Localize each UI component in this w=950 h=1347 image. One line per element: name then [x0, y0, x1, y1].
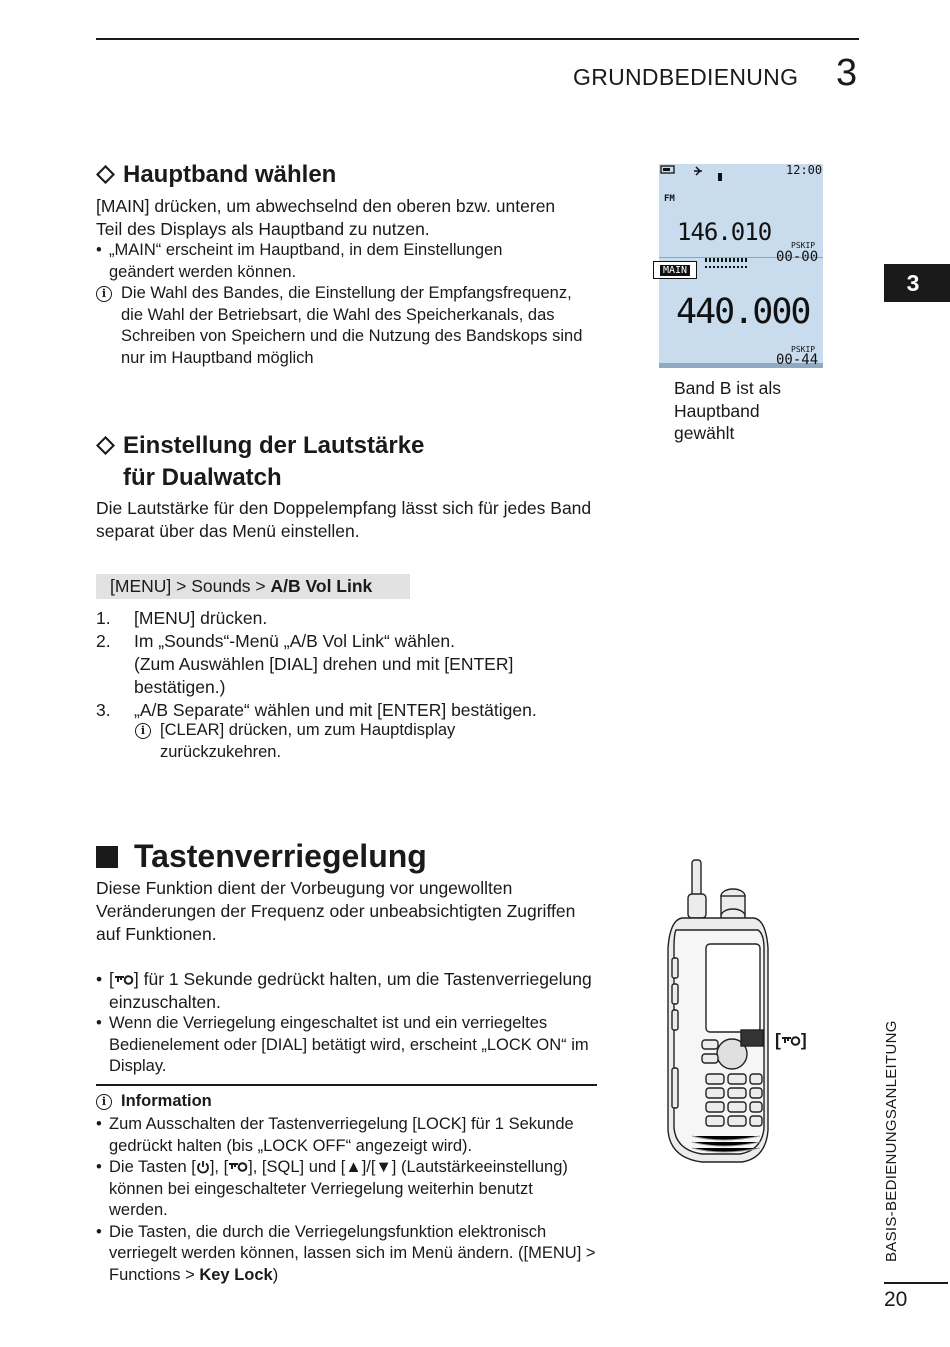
display-channel-b: 00-44	[776, 352, 819, 368]
section1-text: [MAIN] drücken, um abwechselnd den oberen bzw. unteren Teil des Displays als Hauptband zu nutzen.	[96, 196, 556, 239]
info-list	[96, 1114, 596, 1286]
section3-bullet-2: • Wenn die Verriegelung eingeschaltet ist und ein verriegeltes Bedienelement oder [DIAL] betätigt wird, erscheint „LOCK ON“ im Display.	[96, 1014, 589, 1075]
diamond-icon	[96, 436, 115, 455]
step-item: 3. „A/B Separate“ wählen und mit [ENTER] bestätigen.	[96, 700, 537, 720]
info-item: • Die Tasten [ ], [ ], [SQL] und [▲]/[▼] (Lautstärkeeinstellung) können bei eingeschalteter Verriegelung weiterhin benutzt werden.	[96, 1158, 568, 1219]
step3-note: i [CLEAR] drücken, um zum Hauptdisplay zurückzukehren.	[135, 720, 575, 763]
step-item: 2. Im „Sounds“-Menü „A/B Vol Link“ wählen. (Zum Auswählen [DIAL] drehen und mit [ENTER] bestätigen.)	[96, 631, 514, 697]
section3-intro: Diese Funktion dient der Vorbeugung vor ungewollten Veränderungen der Frequenz oder unbeabsichtigten Zugriffen auf Funktionen.	[96, 878, 576, 944]
footer-rule	[884, 1282, 948, 1284]
chapter-tab: 3	[884, 264, 950, 302]
info-icon: i	[96, 1094, 112, 1110]
radio-illustration	[662, 858, 774, 1168]
info-icon: i	[96, 286, 112, 302]
chapter-title: GRUNDBEDIENUNG	[573, 64, 799, 90]
display-time: 12:00	[786, 164, 823, 177]
side-label: BASIS-BEDIENUNGSANLEITUNG	[883, 1020, 900, 1262]
display-caption: Band B ist als Hauptband gewählt	[674, 378, 781, 443]
power-icon	[196, 1160, 210, 1174]
info-item: • Die Tasten, die durch die Verriegelungsfunktion elektronisch verriegelt werden können, lassen sich im Menü ändern. ([MENU] > Functions > Key Lock)	[96, 1222, 596, 1284]
info-icon: i	[135, 723, 151, 739]
section2-text: Die Lautstärke für den Doppelempfang lässt sich für jedes Band separat über das Menü einstellen.	[96, 498, 592, 541]
display-mode: FM	[664, 194, 675, 204]
display-freq-b: 440.000	[676, 292, 810, 332]
key-lock-icon	[781, 1035, 801, 1047]
section-heading-hauptband: Hauptband wählen	[96, 159, 336, 191]
step-item: 1. [MENU] drücken.	[96, 608, 268, 628]
diamond-icon	[96, 165, 115, 184]
chapter-number: 3	[836, 52, 858, 94]
display-pskip-b: PSKIP	[791, 345, 816, 354]
header-rule	[96, 38, 859, 40]
menu-path: [MENU] > Sounds > A/B Vol Link	[96, 574, 410, 599]
display-channel-a: 00-00	[776, 249, 819, 265]
section-heading-tastenverriegelung: Tastenverriegelung	[96, 838, 427, 875]
display-pskip-a: PSKIP	[791, 241, 816, 250]
section1-bullet: • „MAIN“ erscheint im Hauptband, in dem Einstellungen geändert werden können.	[96, 241, 503, 281]
main-badge: MAIN	[653, 261, 697, 279]
steps-list	[96, 607, 596, 722]
radio-key-callout: [ ]	[775, 1030, 807, 1050]
square-bullet-icon	[96, 846, 118, 868]
section-heading-dualwatch: Einstellung der Lautstärke für Dualwatch	[96, 430, 424, 494]
key-lock-icon	[228, 1161, 248, 1173]
display-freq-a: 146.010	[677, 218, 772, 246]
page-number: 20	[884, 1288, 908, 1311]
section3-bullet-1: • [ ] für 1 Sekunde gedrückt halten, um die Tastenverriegelung einzuschalten.	[96, 969, 592, 1012]
info-rule	[96, 1084, 597, 1086]
info-title: i Information	[96, 1091, 212, 1113]
info-item: • Zum Ausschalten der Tastenverriegelung [LOCK] für 1 Sekunde gedrückt halten (bis „LOCK OFF“ angezeigt wird).	[96, 1115, 574, 1155]
section1-note: i Die Wahl des Bandes, die Einstellung der Empfangsfrequenz, die Wahl der Betriebsart, die Wahl des Speicherkanals, das Schreiben von Speichern und die Nutzung des Bandskops sind nur im Hauptband möglich	[96, 283, 596, 369]
key-lock-icon	[114, 974, 134, 986]
